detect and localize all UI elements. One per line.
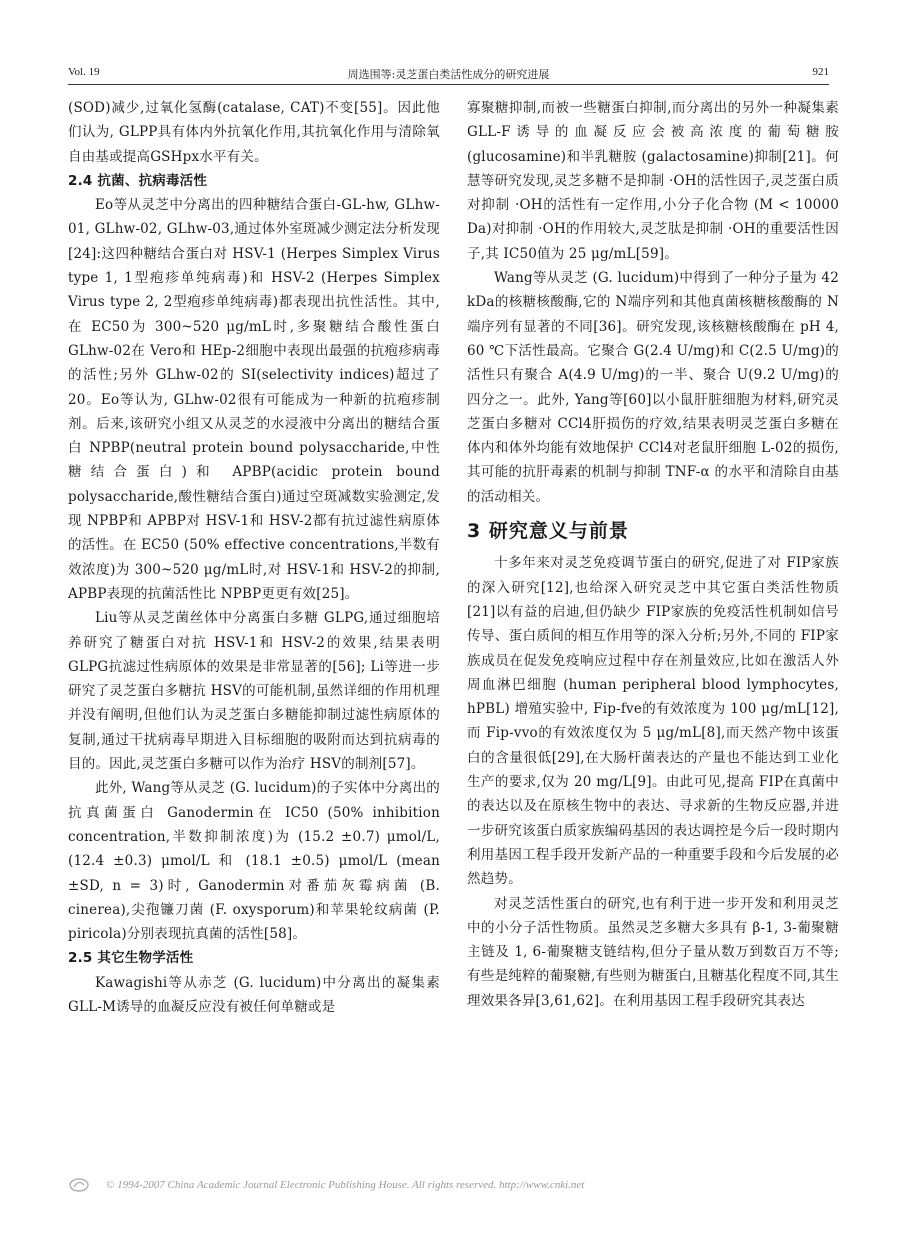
body-paragraph: Wang等从灵芝 (G. lucidum)中得到了一种分子量为 42 kDa的核糖核酸酶,它的 N端序列和其他真菌核糖核酸酶的 N端序列有显著的不同[36]。研究发现,该核糖核酸酶在 pH 4, 60 ℃下活性最高。它聚合 G(2.4 U/mg)和 C(2.5 U/mg)的活性只有聚合 A(4.9 U/mg)的一半、聚合 U(9.2 U/mg)的四分之一。此外, Yang等[60]以小鼠肝脏细胞为材料,研究灵芝蛋白多糖对 CCl4肝损伤的疗效,结果表明灵芝蛋白多糖在体内和体外均能有效地保护 CCl4对老鼠肝细胞 L-02的损伤,其可能的抗肝毒素的机制与抑制 TNF-α 的水平和清除自由基的活动相关。 [467, 270, 839, 505]
cnki-logo-icon [68, 1176, 90, 1194]
page-footer [68, 1176, 829, 1202]
left-column [68, 96, 440, 1019]
header-rule [68, 84, 829, 85]
body-paragraph: 对灵芝活性蛋白的研究,也有利于进一步开发和利用灵芝中的小分子活性物质。虽然灵芝多糖大多具有 β-1, 3-葡聚糖主链及 1, 6-葡聚糖支链结构,但分子量从数万到数百万不等;有些是纯粹的葡聚糖,有些则为糖蛋白,且糖基化程度不同,其生理效果各异[3,61,62]。在利用基因工程手段研究其表达 [467, 895, 839, 1009]
body-paragraph: Eo等从灵芝中分离出的四种糖结合蛋白-GL-hw, GLhw-01, GLhw-02, GLhw-03,通过体外室斑减少测定法分析发现[24]:这四种糖结合蛋白对 HSV-1 (Herpes Simplex Virus type 1, 1型疱疹单纯病毒)和 HSV-2 (Herpes Simplex Virus type 2, 2型疱疹单纯病毒)都表现出抗性活性。其中,在 EC50为 300~520 μg/mL时,多聚糖结合酸性蛋白 GLhw-02在 Vero和 HEp-2细胞中表现出最强的抗疱疹病毒的活性;另外 GLhw-02的 SI(selectivity indices)超过了 20。Eo等认为, GLhw-02很有可能成为一种新的抗疱疹制剂。后来,该研究小组又从灵芝的水浸液中分离出的糖结合蛋白 NPBP(neutral protein bound polysaccharide,中性糖结合蛋白)和 APBP(acidic protein bound polysaccharide,酸性糖结合蛋白)通过空斑减数实验测定,发现 NPBP和 APBP对 HSV-1和 HSV-2都有抗过滤性病原体的活性。在 EC50 (50% effective concentrations,半数有效浓度)为 300~520 μg/mL时,对 HSV-1和 HSV-2的抑制, APBP表现的抗菌活性比 NPBP更更有效[25]。 [68, 197, 440, 602]
body-paragraph: 十多年来对灵芝免疫调节蛋白的研究,促进了对 FIP家族的深入研究[12],也给深入研究灵芝中其它蛋白类活性物质[21]以有益的启迪,但仍缺少 FIP家族的免疫活性机制如信号传导、蛋白质间的相互作用等的深入分析;另外,不同的 FIP家族成员在促发免疫响应过程中存在剂量效应,比如在激活人外周血淋巴细胞 (human peripheral blood lymphocytes, hPBL) 增殖实验中, Fip-fve的有效浓度为 100 μg/mL[12],而 Fip-vvo的有效浓度仅为 5 μg/mL[8],而天然产物中该蛋白的含量很低[29],在大肠杆菌表达的产量也不能达到工业化生产的要求,仅为 20 mg/L[9]。由此可见,提高 FIP在真菌中的表达以及在原核生物中的表达、寻求新的生物反应器,并进一步研究该蛋白质家族编码基因的表达调控是今后一段时期内利用基因工程手段开发新产品的一种重要手段和今后发展的必然趋势。 [467, 555, 839, 888]
section-heading: 2.5 其它生物学活性 [68, 950, 194, 967]
body-paragraph: Kawagishi等从赤芝 (G. lucidum)中分离出的凝集素 GLL-M诱导的血凝反应没有被任何单糖或是 [68, 974, 440, 1015]
page-number: 921 [812, 66, 829, 78]
copyright-notice: © 1994-2007 China Academic Journal Electronic Publishing House. All rights reserved. http://www.cnki.net [106, 1179, 585, 1191]
body-paragraph: (SOD)减少,过氧化氢酶(catalase, CAT)不变[55]。因此他们认为, GLPP具有体内外抗氧化作用,其抗氧化作用与清除氧自由基或提高GSHpx水平有关。 [68, 100, 440, 165]
running-title: 周选围等:灵芝蛋白类活性成分的研究进展 [347, 68, 550, 81]
right-column [467, 96, 839, 1013]
body-paragraph: 寡聚糖抑制,而被一些糖蛋白抑制,而分离出的另外一种凝集素 GLL-F诱导的血凝反应会被高浓度的葡萄糖胺 (glucosamine)和半乳糖胺 (galactosamine)抑制[21]。何慧等研究发现,灵芝多糖不是抑制 ·OH的活性因子,灵芝蛋白质对抑制 ·OH的活性有一定作用,小分子化合物 (M < 10000 Da)对抑制 ·OH的作用较大,灵芝肽是抑制 ·OH的重要活性因子,其 IC50值为 25 μg/mL[59]。 [467, 100, 839, 262]
section-heading: 2.4 抗菌、抗病毒活性 [68, 172, 208, 189]
chapter-heading: 3 研究意义与前景 [467, 520, 629, 543]
body-paragraph: 此外, Wang等从灵芝 (G. lucidum)的子实体中分离出的抗真菌蛋白 Ganodermin在 IC50 (50% inhibition concentration,半数抑制浓度)为 (15.2 ±0.7) μmol/L, (12.4 ±0.3) μmol/L 和 (18.1 ±0.5) μmol/L (mean ±SD, n = 3)时, Ganodermin对番茄灰霉病菌 (B. cinerea),尖孢镰刀菌 (F. oxysporum)和苹果轮纹病菌 (P. piricola)分别表现抗真菌的活性[58]。 [68, 780, 440, 943]
running-header [68, 62, 829, 84]
body-paragraph: Liu等从灵芝菌丝体中分离蛋白多糖 GLPG,通过细胞培养研究了糖蛋白对抗 HSV-1和 HSV-2的效果,结果表明 GLPG抗滤过性病原体的效果是非常显著的[56]; Li等进一步研究了灵芝蛋白多糖抗 HSV的可能机制,虽然详细的作用机理并没有阐明,但他们认为灵芝蛋白多糖能抑制过滤性病原体的复制,通过干扰病毒早期进入目标细胞的吸附而达到抗病毒的目的。因此,灵芝蛋白多糖可以作为治疗 HSV的制剂[57]。 [68, 610, 440, 773]
volume-label: Vol. 19 [68, 66, 100, 78]
